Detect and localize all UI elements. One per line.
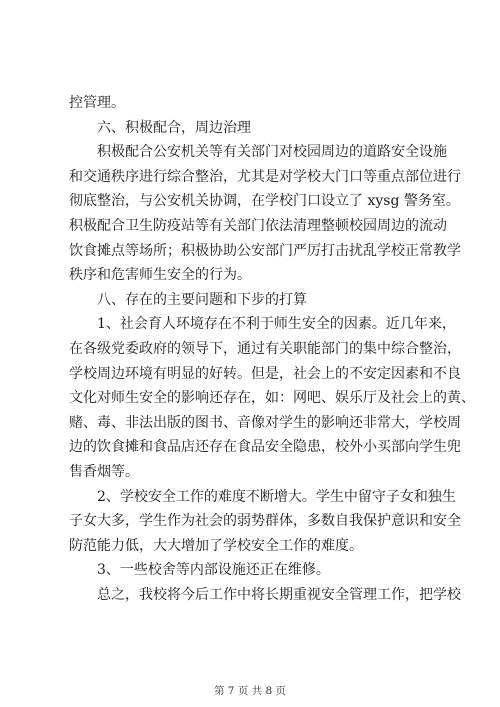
body-text-line: 3、一些校舍等内部设施还正在维修。	[97, 562, 330, 579]
body-text-line: 1、社会育人环境存在不利于师生安全的因素。近几年来，	[97, 316, 456, 333]
body-text-line: 总之，我校将今后工作中将长期重视安全管理工作，把学校	[97, 586, 461, 603]
body-text-line: 赌、毒、非法出版的图书、音像对学生的影响还非常大，学校周	[69, 414, 461, 431]
body-text-line: 2、学校安全工作的难度不断增大。学生中留守子女和独生	[97, 488, 456, 505]
body-text-line: 子女大多，学生作为社会的弱势群体，多数自我保护意识和安全	[69, 513, 461, 530]
body-text-line: 防范能力低，大大增加了学校安全工作的难度。	[69, 537, 363, 554]
body-text-line: 在各级党委政府的领导下，通过有关职能部门的集中综合整治，	[69, 340, 461, 357]
body-text-line: 学校周边环境有明显的好转。但是，社会上的不安定因素和不良	[69, 365, 461, 382]
body-text-line: 秩序和危害师生安全的行为。	[69, 267, 251, 284]
body-text-line: 彻底整治，与公安机关协调，在学校门口设立了 xysg 警务室。	[69, 193, 460, 210]
body-text-line: 六、积极配合，周边治理	[97, 119, 251, 136]
body-text-line: 积极配合卫生防疫站等有关部门依法清理整顿校园周边的流动	[69, 217, 447, 234]
body-text-line: 售香烟等。	[69, 463, 139, 480]
body-text-line: 控管理。	[69, 95, 125, 111]
body-text-line: 饮食摊点等场所；积极协助公安部门严厉打击扰乱学校正常教学	[69, 242, 461, 259]
body-text-line: 和交通秩序进行综合整治，尤其是对学校大门口等重点部位进行	[69, 168, 461, 185]
body-text-line: 八、存在的主要问题和下步的打算	[97, 291, 307, 308]
body-text-line: 积极配合公安机关等有关部门对校园周边的道路安全设施	[97, 144, 447, 161]
body-text-line: 边的饮食摊和食品店还存在食品安全隐患，校外小买部向学生兜	[69, 439, 461, 456]
body-text-line: 文化对师生安全的影响还存在，如：网吧、娱乐厅及社会上的黄、	[69, 390, 475, 407]
document-body	[69, 91, 475, 607]
page-footer: 第 7 页 共 8 页	[213, 685, 287, 697]
